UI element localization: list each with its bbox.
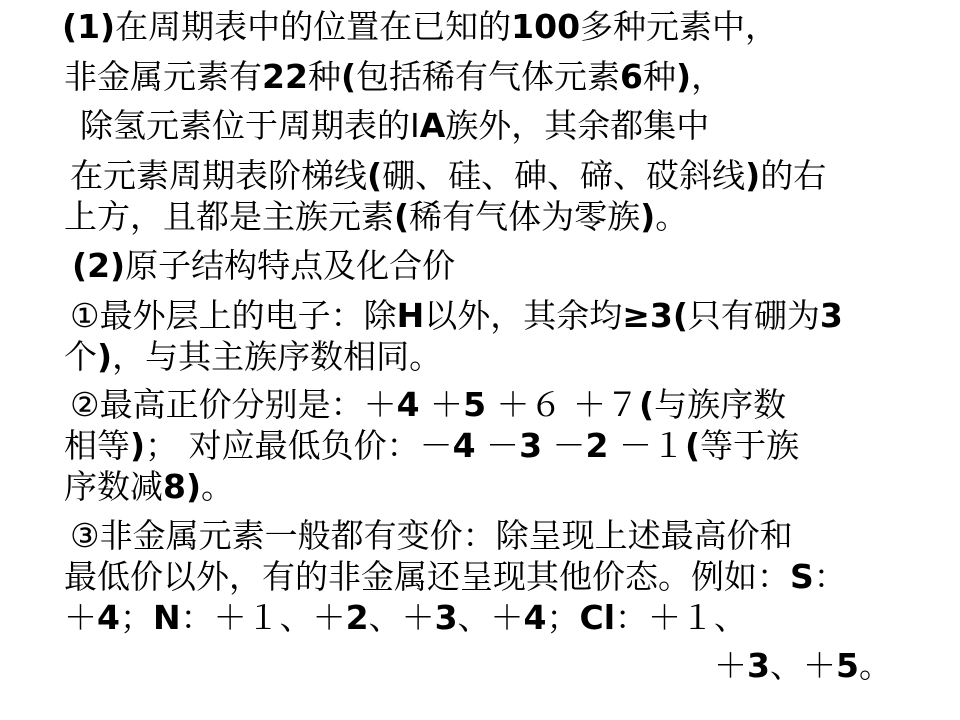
text-line-6: (2)原子结构特点及化合价 [72,246,456,285]
text-line-14: ＋4；N：＋１、＋2、＋3、＋4；Cl：＋１、 [64,598,748,637]
text-line-13: 最低价以外，有的非金属还呈现其他价态。例如：S： [64,557,847,596]
text-line-11: 序数减8)。 [64,467,235,506]
text-line-1: (1)在周期表中的位置在已知的100多种元素中， [62,7,779,46]
text-line-7: ①最外层上的电子：除H以外，其余均≥3(只有硼为3 [70,296,843,335]
text-line-15: ＋3、＋5。 [714,646,892,685]
text-line-9: ②最高正价分别是：＋4 ＋5 ＋６ ＋７(与族序数 [70,385,787,424]
text-line-12: ③非金属元素一般都有变价：除呈现上述最高价和 [70,516,793,555]
text-line-3: 除氢元素位于周期表的ⅠA族外，其余都集中 [80,106,710,145]
text-line-5: 上方，且都是主族元素(稀有气体为零族)。 [64,197,689,236]
text-line-10: 相等)； 对应最低负价：－4 －3 －2 －１(等于族 [64,426,800,465]
text-line-4: 在元素周期表阶梯线(硼、硅、砷、碲、砹斜线)的右 [70,156,827,195]
text-line-8: 个)，与其主族序数相同。 [64,337,443,376]
text-line-2: 非金属元素有22种(包括稀有气体元素6种)， [64,57,725,96]
